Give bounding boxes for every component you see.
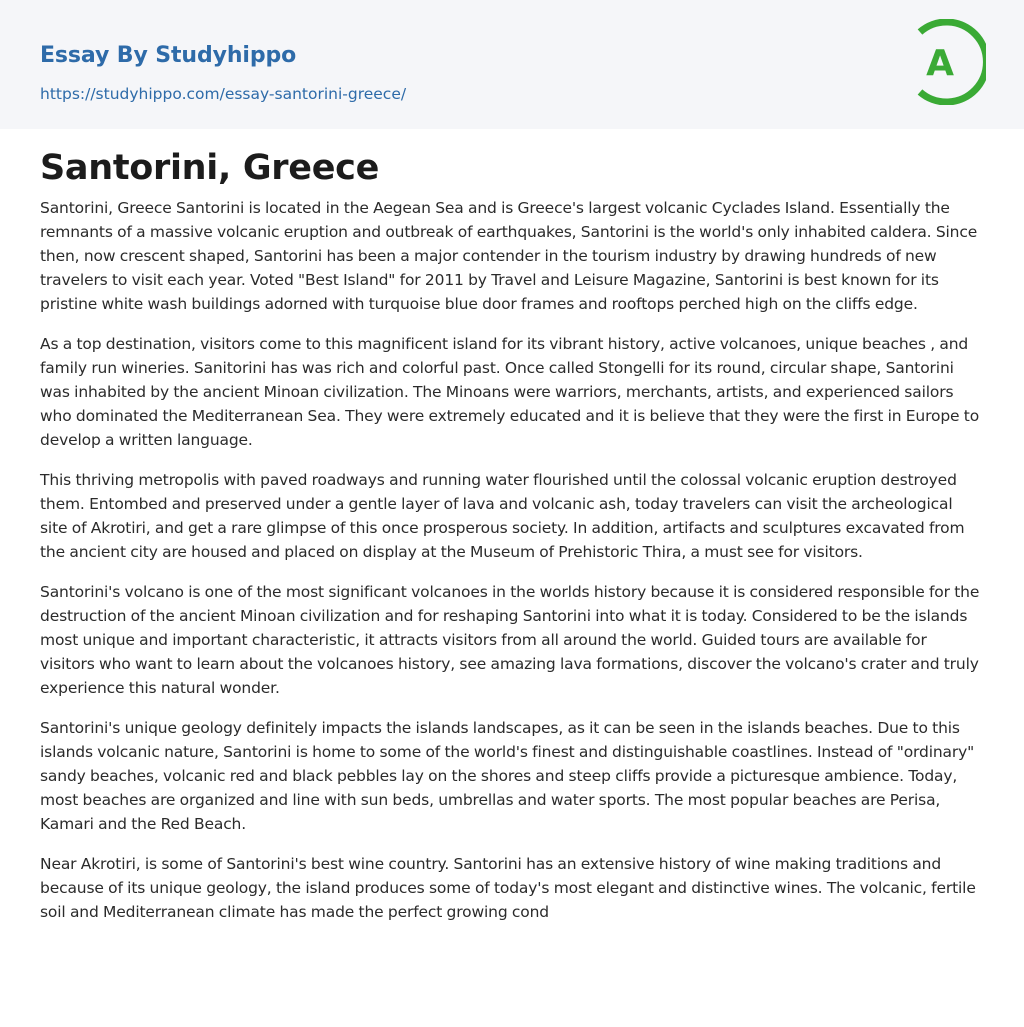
studyhippo-logo[interactable] bbox=[912, 19, 986, 105]
source-url-link[interactable]: https://studyhippo.com/essay-santorini-greece/ bbox=[40, 85, 407, 103]
site-brand-title[interactable]: Essay By Studyhippo bbox=[40, 43, 297, 68]
essay-paragraph: This thriving metropolis with paved roadways and running water flourished until the colossal volcanic eruption destroyed them. Entombed and preserved under a gentle layer of lava and volcanic ash, today travelers can visit the archeological site of Akrotiri, and get a rare glimpse of this once prosperous society. In addition, artifacts and sculptures excavated from the ancient city are housed and placed on display at the Museum of Prehistoric Thira, a must see for visitors. bbox=[40, 471, 965, 561]
essay-paragraph: Near Akrotiri, is some of Santorini's best wine country. Santorini has an extensive history of wine making traditions and because of its unique geology, the island produces some of today's most elegant and distinctive wines. The volcanic, fertile soil and Mediterranean climate has made the perfect growing cond bbox=[40, 855, 976, 921]
essay-paragraph: Santorini's unique geology definitely impacts the islands landscapes, as it can be seen in the islands beaches. Due to this islands volcanic nature, Santorini is home to some of the world's finest and distinguishable coastlines. Instead of "ordinary" sandy beaches, volcanic red and black pebbles lay on the shores and steep cliffs provide a picturesque ambience. Today, most beaches are organized and line with sun beds, umbrellas and water sports. The most popular beaches are Perisa, Kamari and the Red Beach. bbox=[40, 719, 975, 833]
essay-paragraph: Santorini's volcano is one of the most significant volcanoes in the worlds history because it is considered responsible for the destruction of the ancient Minoan civilization and for reshaping Santorini into what it is today. Considered to be the islands most unique and important characteristic, it attracts visitors from all around the world. Guided tours are available for visitors who want to learn about the volcanoes history, see amazing lava formations, discover the volcano's crater and truly experience this natural wonder. bbox=[40, 583, 980, 697]
essay-paragraph: Santorini, Greece Santorini is located in the Aegean Sea and is Greece's largest volcanic Cyclades Island. Essentially the remnants of a massive volcanic eruption and outbreak of earthquakes, Santorini is the world's only inhabited caldera. Since then, now crescent shaped, Santorini has been a major contender in the tourism industry by drawing hundreds of new travelers to visit each year. Voted "Best Island" for 2011 by Travel and Leisure Magazine, Santorini is best known for its pristine white wash buildings adorned with turquoise blue door frames and rooftops perched high on the cliffs edge. bbox=[40, 199, 978, 313]
logo-letter: A bbox=[926, 43, 954, 84]
essay-paragraph: As a top destination, visitors come to this magnificent island for its vibrant history, active volcanoes, unique beaches , and family run wineries. Sanitorini has was rich and colorful past. Once called Stongelli for its round, circular shape, Santorini was inhabited by the ancient Minoan civilization. The Minoans were warriors, merchants, artists, and experienced sailors who dominated the Mediterranean Sea. They were extremely educated and it is believe that they were the first in Europe to develop a written language. bbox=[40, 335, 980, 449]
logo-a-icon bbox=[912, 19, 986, 105]
site-header bbox=[0, 0, 1024, 129]
essay-content bbox=[40, 146, 984, 940]
page-title: Santorini, Greece bbox=[40, 148, 380, 188]
